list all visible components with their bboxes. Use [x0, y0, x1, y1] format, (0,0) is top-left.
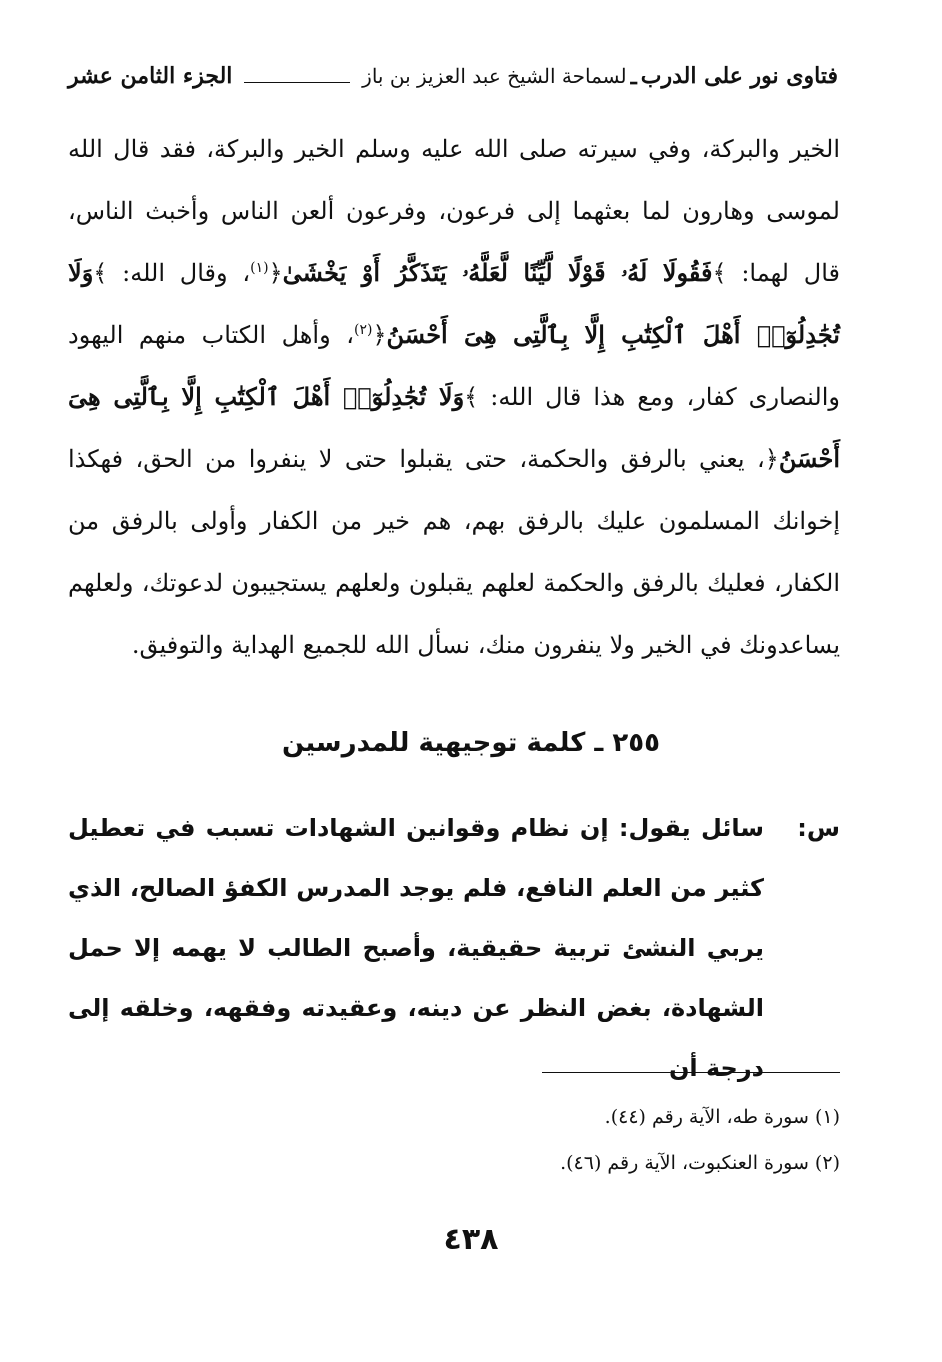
volume-label: الجزء الثامن عشر — [68, 63, 233, 89]
question-text: سائل يقول: إن نظام وقوانين الشهادات تسبب في تعطيل كثير من العلم النافع، فلم يوجد المدرس الكفؤ الصالح، الذي يربي النشئ تربية حقيقية، وأصبح الطالب لا يهمه إلا حمل الشهادة، بغض النظر عن دينه، وعقيدته وفقهه، وخلقه إلى درجة أن — [68, 814, 764, 1082]
verse-close-bracket: ﴿ — [764, 445, 779, 473]
verse-text: فَقُولَا لَهُۥ قَوْلًا لَّيِّنًا لَّعَلَّهُۥ يَتَذَكَّرُ أَوْ يَخْشَىٰ — [282, 258, 713, 287]
text-segment: ، وقال الله: — [107, 259, 251, 287]
verse-text: وَلَا تُجَٰدِلُوٓا۟ أَهْلَ ٱلْكِتَٰبِ إِلَّا بِٱلَّتِى هِىَ أَحْسَنُ — [68, 258, 840, 349]
question-prefix: س: — [797, 814, 840, 842]
footnotes — [68, 1094, 840, 1186]
question-block — [68, 798, 840, 1098]
text-segment: الخير والبركة، وفي سيرته صلى الله عليه وسلم الخير والبركة، فقد قال الله لموسى وهارون لما بعثهما إلى فرعون، وفرعون ألعن الناس وأخبث الناس، قال لهما: — [68, 135, 840, 287]
verse-open-bracket: ﴾ — [712, 259, 727, 287]
text-segment: ، وأهل الكتاب منهم اليهود والنصارى كفار، ومع هذا قال الله: — [68, 321, 840, 411]
footnote-item: (٢) سورة العنكبوت، الآية رقم (٤٦). — [560, 1152, 840, 1174]
verse-open-bracket: ﴾ — [93, 259, 108, 287]
book-title: فتاوى نور على الدرب — [640, 63, 838, 89]
verse-close-bracket: ﴿ — [268, 259, 283, 287]
footnote-rule — [542, 1072, 840, 1073]
answer-paragraph — [68, 118, 840, 676]
footnote-ref: (٢) — [353, 322, 373, 338]
running-header — [68, 58, 838, 94]
footnote-item: (١) سورة طه، الآية رقم (٤٤). — [604, 1106, 840, 1128]
text-segment: ، يعني بالرفق والحكمة، حتى يقبلوا حتى لا ينفروا من الحق، فهكذا إخوانك المسلمون عليك بالرفق بهم، هم خير من الكفار وأولى بالرفق من الكفار، فعليك بالرفق والحكمة لعلهم يقبلون ولعلهم يستجيبون لدعوتك، ولعلهم يساعدونك في الخير ولا ينفرون منك، نسأل الله للجميع الهداية والتوفيق. — [68, 445, 840, 659]
verse-text: وَلَا تُجَٰدِلُوٓا۟ أَهْلَ ٱلْكِتَٰبِ إِلَّا بِٱلَّتِى هِىَ أَحْسَنُ — [68, 382, 840, 473]
section-heading: ٢٥٥ ـ كلمة توجيهية للمدرسين — [282, 728, 660, 758]
quran-verse — [269, 258, 727, 287]
page-number: ٤٣٨ — [443, 1222, 499, 1257]
author-name: لسماحة الشيخ عبد العزيز بن باز — [362, 64, 627, 88]
verse-close-bracket: ﴿ — [372, 321, 387, 349]
verse-open-bracket: ﴾ — [464, 383, 479, 411]
header-rule — [244, 82, 350, 83]
answer-text — [68, 118, 840, 676]
footnote-ref: (١) — [250, 260, 269, 276]
header-separator: ـ — [630, 63, 637, 89]
